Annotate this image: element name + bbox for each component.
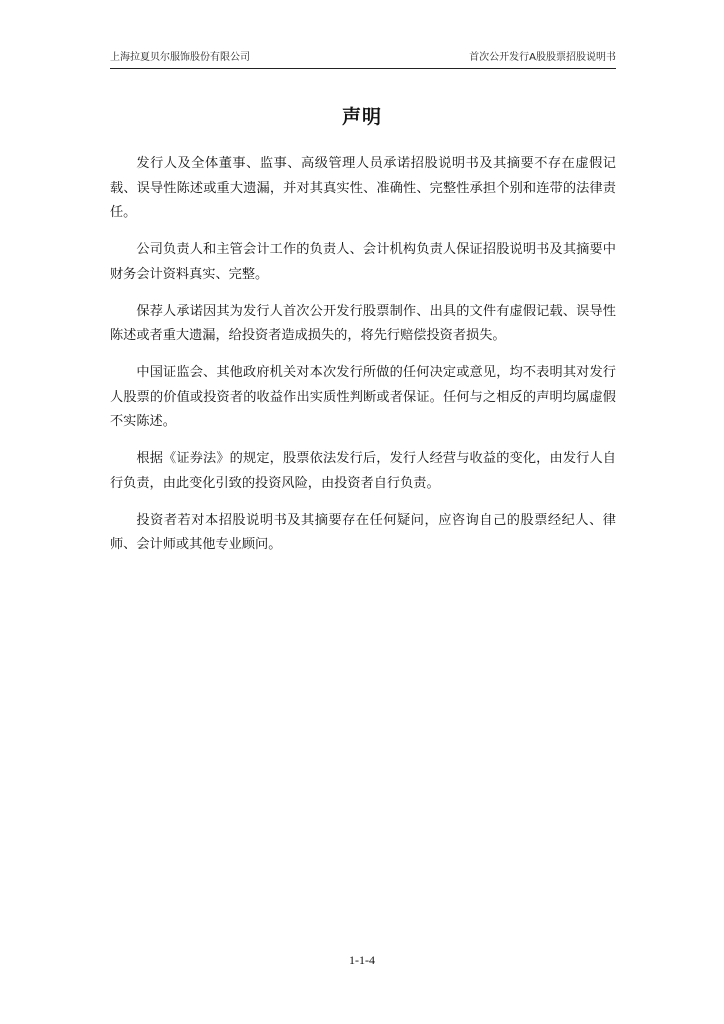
page-header	[110, 50, 616, 69]
paragraph-4: 中国证监会、其他政府机关对本次发行所做的任何决定或意见，均不表明其对发行人股票的价值或投资者的收益作出实质性判断或者保证。任何与之相反的声明均属虚假不实陈述。	[110, 365, 616, 429]
paragraph-1: 发行人及全体董事、监事、高级管理人员承诺招股说明书及其摘要不存在虚假记载、误导性陈述或重大遗漏，并对其真实性、准确性、完整性承担个别和连带的法律责任。	[110, 156, 616, 220]
header-company-name: 上海拉夏贝尔服饰股份有限公司	[110, 52, 250, 63]
paragraph-2: 公司负责人和主管会计工作的负责人、会计机构负责人保证招股说明书及其摘要中财务会计资料真实、完整。	[110, 242, 616, 282]
paragraph-5: 根据《证券法》的规定，股票依法发行后，发行人经营与收益的变化，由发行人自行负责，由此变化引致的投资风险，由投资者自行负责。	[110, 451, 616, 491]
page-title: 声明	[341, 106, 382, 128]
paragraph-6: 投资者若对本招股说明书及其摘要存在任何疑问，应咨询自己的股票经纪人、律师、会计师或其他专业顾问。	[110, 512, 616, 552]
page-number: 1-1-4	[349, 953, 375, 967]
paragraph-3: 保荐人承诺因其为发行人首次公开发行股票制作、出具的文件有虚假记载、误导性陈述或者重大遗漏，给投资者造成损失的，将先行赔偿投资者损失。	[110, 303, 616, 343]
statement-body	[110, 152, 616, 570]
header-document-title: 首次公开发行A股股票招股说明书	[469, 52, 616, 63]
